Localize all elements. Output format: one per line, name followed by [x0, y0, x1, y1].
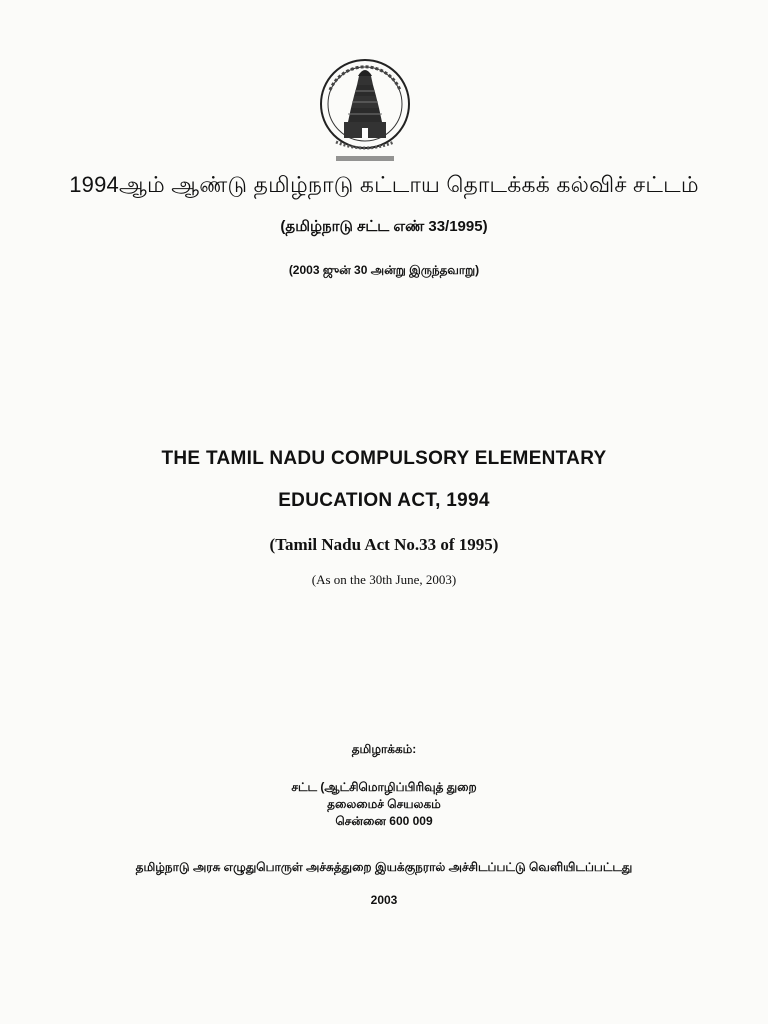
english-title-line2: EDUCATION ACT, 1994 [278, 490, 490, 511]
tamil-as-on-date: (2003 ஜுன் 30 அன்று இருந்தவாறு) [288, 263, 480, 277]
tamil-title: 1994ஆம் ஆண்டு தமிழ்நாடு கட்டாய தொடக்கக் கல்விச் சட்டம் [69, 172, 699, 197]
publication-year: 2003 [370, 893, 398, 907]
tamil-act-number: (தமிழ்நாடு சட்ட எண் 33/1995) [280, 218, 488, 235]
translation-label: தமிழாக்கம்: [351, 742, 417, 756]
department-line1: சட்ட (ஆட்சிமொழிப்பிரிவுத் துறை [291, 780, 477, 794]
english-as-on-date: (As on the 30th June, 2003) [311, 572, 457, 587]
department-line3: சென்னை 600 009 [335, 814, 433, 828]
english-act-number: (Tamil Nadu Act No.33 of 1995) [269, 535, 499, 554]
publisher-line: தமிழ்நாடு அரசு எழுதுபொருள் அச்சுத்துறை இயக்குநரால் அச்சிடப்பட்டு வெளியிடப்பட்டது [135, 860, 633, 874]
state-emblem-icon [318, 42, 412, 170]
english-title-line1: THE TAMIL NADU COMPULSORY ELEMENTARY [161, 448, 607, 469]
department-line2: தலைமைச் செயலகம் [327, 797, 441, 811]
